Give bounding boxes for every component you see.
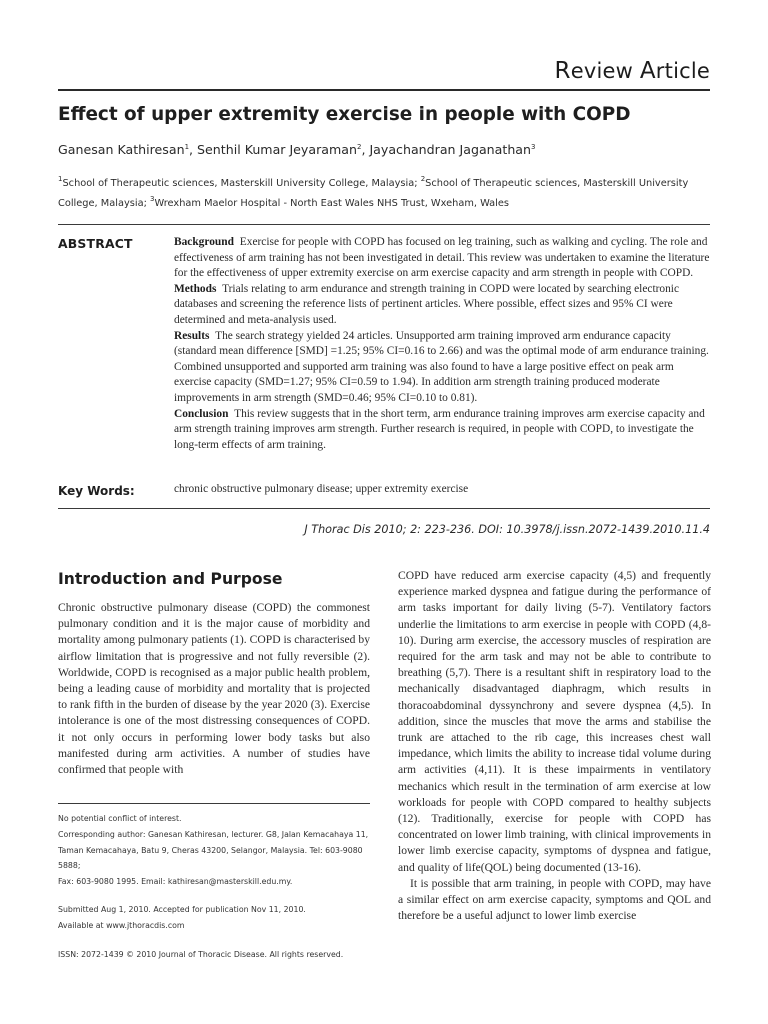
paper-title: Effect of upper extremity exercise in people with COPD [58,104,631,125]
footnotes [58,811,370,962]
abstract-conclusion [174,407,712,454]
affiliation-mark: 1 [58,175,63,183]
section-label-word-1: eview [570,59,640,83]
availability-note: Available at www.jthoracdis.com [58,920,185,930]
affiliations [58,174,714,214]
keywords-text: chronic obstructive pulmonary disease; upper extremity exercise [174,483,469,495]
section-label-cap-a: A [639,58,656,84]
corresponding-author-line: Taman Kemacahaya, Batu 9, Cheras 43200, Selangor, Malaysia. Tel: 603-9080 5888; [58,845,363,871]
body-column-right [398,568,711,924]
abstract-methods-text: Trials relating to arm endurance and strength training in COPD were located by searching electronic databases and screening the reference lists of pertinent articles. Where possible, effect sizes and 95% CI were determined and meta-analysis used. [174,282,680,326]
author-affiliation-mark: 3 [531,143,536,151]
section-label [0,58,710,84]
affiliation-1: School of Therapeutic sciences, Masterskill University College, Malaysia; [62,178,421,189]
author-list: Ganesan Kathiresan$^1$, Senthil Kumar Jeyaraman$^2$, Jayachandran Jaganathan$^3$ [58,142,536,157]
corresponding-author-line: Fax: 603-9080 1995. Email: kathiresan@masterskill.edu.my. [58,877,293,887]
issn-copyright: ISSN: 2072-1439 © 2010 Journal of Thoracic Disease. All rights reserved. [58,949,344,959]
abstract-body [174,235,712,453]
author-affiliation-mark: 2 [356,143,362,151]
corresponding-author-line: Corresponding author: Ganesan Kathiresan, lecturer. G8, Jalan Kemacahaya 11, [58,829,369,839]
abstract-methods [174,282,712,329]
author-name: Ganesan Kathiresan [58,142,185,157]
abstract-background [174,235,712,282]
section-label-cap-r: R [554,58,571,84]
body-paragraph: It is possible that arm training, in people with COPD, may have a similar effect on arm exercise capacity, symptoms and QOL and therefore be a useful adjunct to lower limb exercise [398,876,711,923]
abstract-conclusion-label: Conclusion [174,407,229,420]
affiliation-3: Wrexham Maelor Hospital - North East Wales NHS Trust, Wxeham, Wales [154,198,510,209]
section-heading-introduction: Introduction and Purpose [58,570,283,588]
author-affiliation-mark: 1 [184,143,190,151]
citation-line: J Thorac Dis 2010; 2: 223-236. DOI: 10.3978/j.issn.2072-1439.2010.11.4 [304,523,710,536]
footnote-rule [58,803,370,804]
author-name: Jayachandran Jaganathan [369,142,531,157]
affiliation-mark: 3 [150,195,155,203]
abstract-heading: ABSTRACT [58,236,133,251]
abstract-results-label: Results [174,329,210,342]
author-name: Senthil Kumar Jeyaraman [197,142,357,157]
affiliation-mark: 2 [420,175,426,183]
abstract-conclusion-text: This review suggests that in the short term, arm endurance training improves arm exercise capacity and arm strength training improves arm strength. Further research is required, in people with COPD, to investigate the long-term effects of arm training. [174,407,705,451]
abstract-results-text: The search strategy yielded 24 articles. Unsupported arm training improved arm endurance capacity (standard mean difference [SMD] =1.25; 95% CI=0.16 to 2.66) and was the optimal mode of arm endurance training. Combined unsupported and supported arm training was also found to have a large positive effect on peak arm exercise capacity (SMD=1.27; 95% CI=0.59 to 1.94). In addition arm strength training produced moderate improvements in arm strength (SMD=0.46; 95% CI=0.10 to 0.81). [174,329,709,404]
body-paragraph: Chronic obstructive pulmonary disease (COPD) the commonest pulmonary condition and it is the major cause of morbidity and mortality among pulmonary patients (1). COPD is characterised by airflow limitation that is progressive and not fully reversible (2). Worldwide, COPD is recognised as a major public health problem, being a leading cause of morbidity and mortality that is projected to rank fifth in the burden of disease by the year 2020 (3). Exercise intolerance is one of the most distressing consequences of COPD. it not only occurs in performing lower body tasks but also manifested during arm activities. A number of studies have confirmed that people with [58,601,370,777]
affiliation-2: School of Therapeutic sciences, Masterskill University College, Malaysia; [58,178,689,209]
body-paragraph: COPD have reduced arm exercise capacity (4,5) and frequently experience marked dyspnea and fatigue during the performance of arm tasks important for daily living (5-7). Ventilatory factors underlie the limitations to arm exercise in people with COPD (4,8-10). During arm exercise, the accessory muscles of respiration are required for the arm task and may not be able to contribute to breathing (5,7). There is a resultant shift in respiratory load to the mechanically disadvantaged diaphragm, which results in thoracoabdominal dyssynchrony and severe dyspnea (4,5). In addition, since the muscles that move the arms and stabilise the trunk are attached to the rib cage, this increases chest wall impedance, which limits the ability to increase tidal volume during arm activities (4,11). It is these impairments in ventilatory mechanics which result in the termination of arm exercise at low workloads for people with COPD compared to healthy subjects (12). Traditionally, exercise for people with COPD has concentrated on lower limb training, with clinical improvements in lower limb exercise capacity, symptoms of dyspnea and fatigue, and quality of life(QOL) being documented (13-16). [398,569,711,874]
abstract-results [174,329,712,407]
abstract-top-rule [58,224,710,225]
body-column-left [58,600,370,778]
submission-dates: Submitted Aug 1, 2010. Accepted for publication Nov 11, 2010. [58,904,306,914]
abstract-background-label: Background [174,236,234,248]
header-rule [58,89,710,91]
abstract-background-text: Exercise for people with COPD has focused on leg training, such as walking and cycling. The role and effectiveness of arm training has not been investigated in detail. This review was undertaken to examine the literature for the effectiveness of upper extremity exercise on arm exercise capacity and arm strength in people with COPD. [174,236,710,280]
abstract-bottom-rule [58,508,710,509]
section-label-word-2: rticle [655,59,710,83]
conflict-note: No potential conflict of interest. [58,814,182,823]
keywords-label: Key Words: [58,484,135,498]
abstract-methods-label: Methods [174,282,217,295]
